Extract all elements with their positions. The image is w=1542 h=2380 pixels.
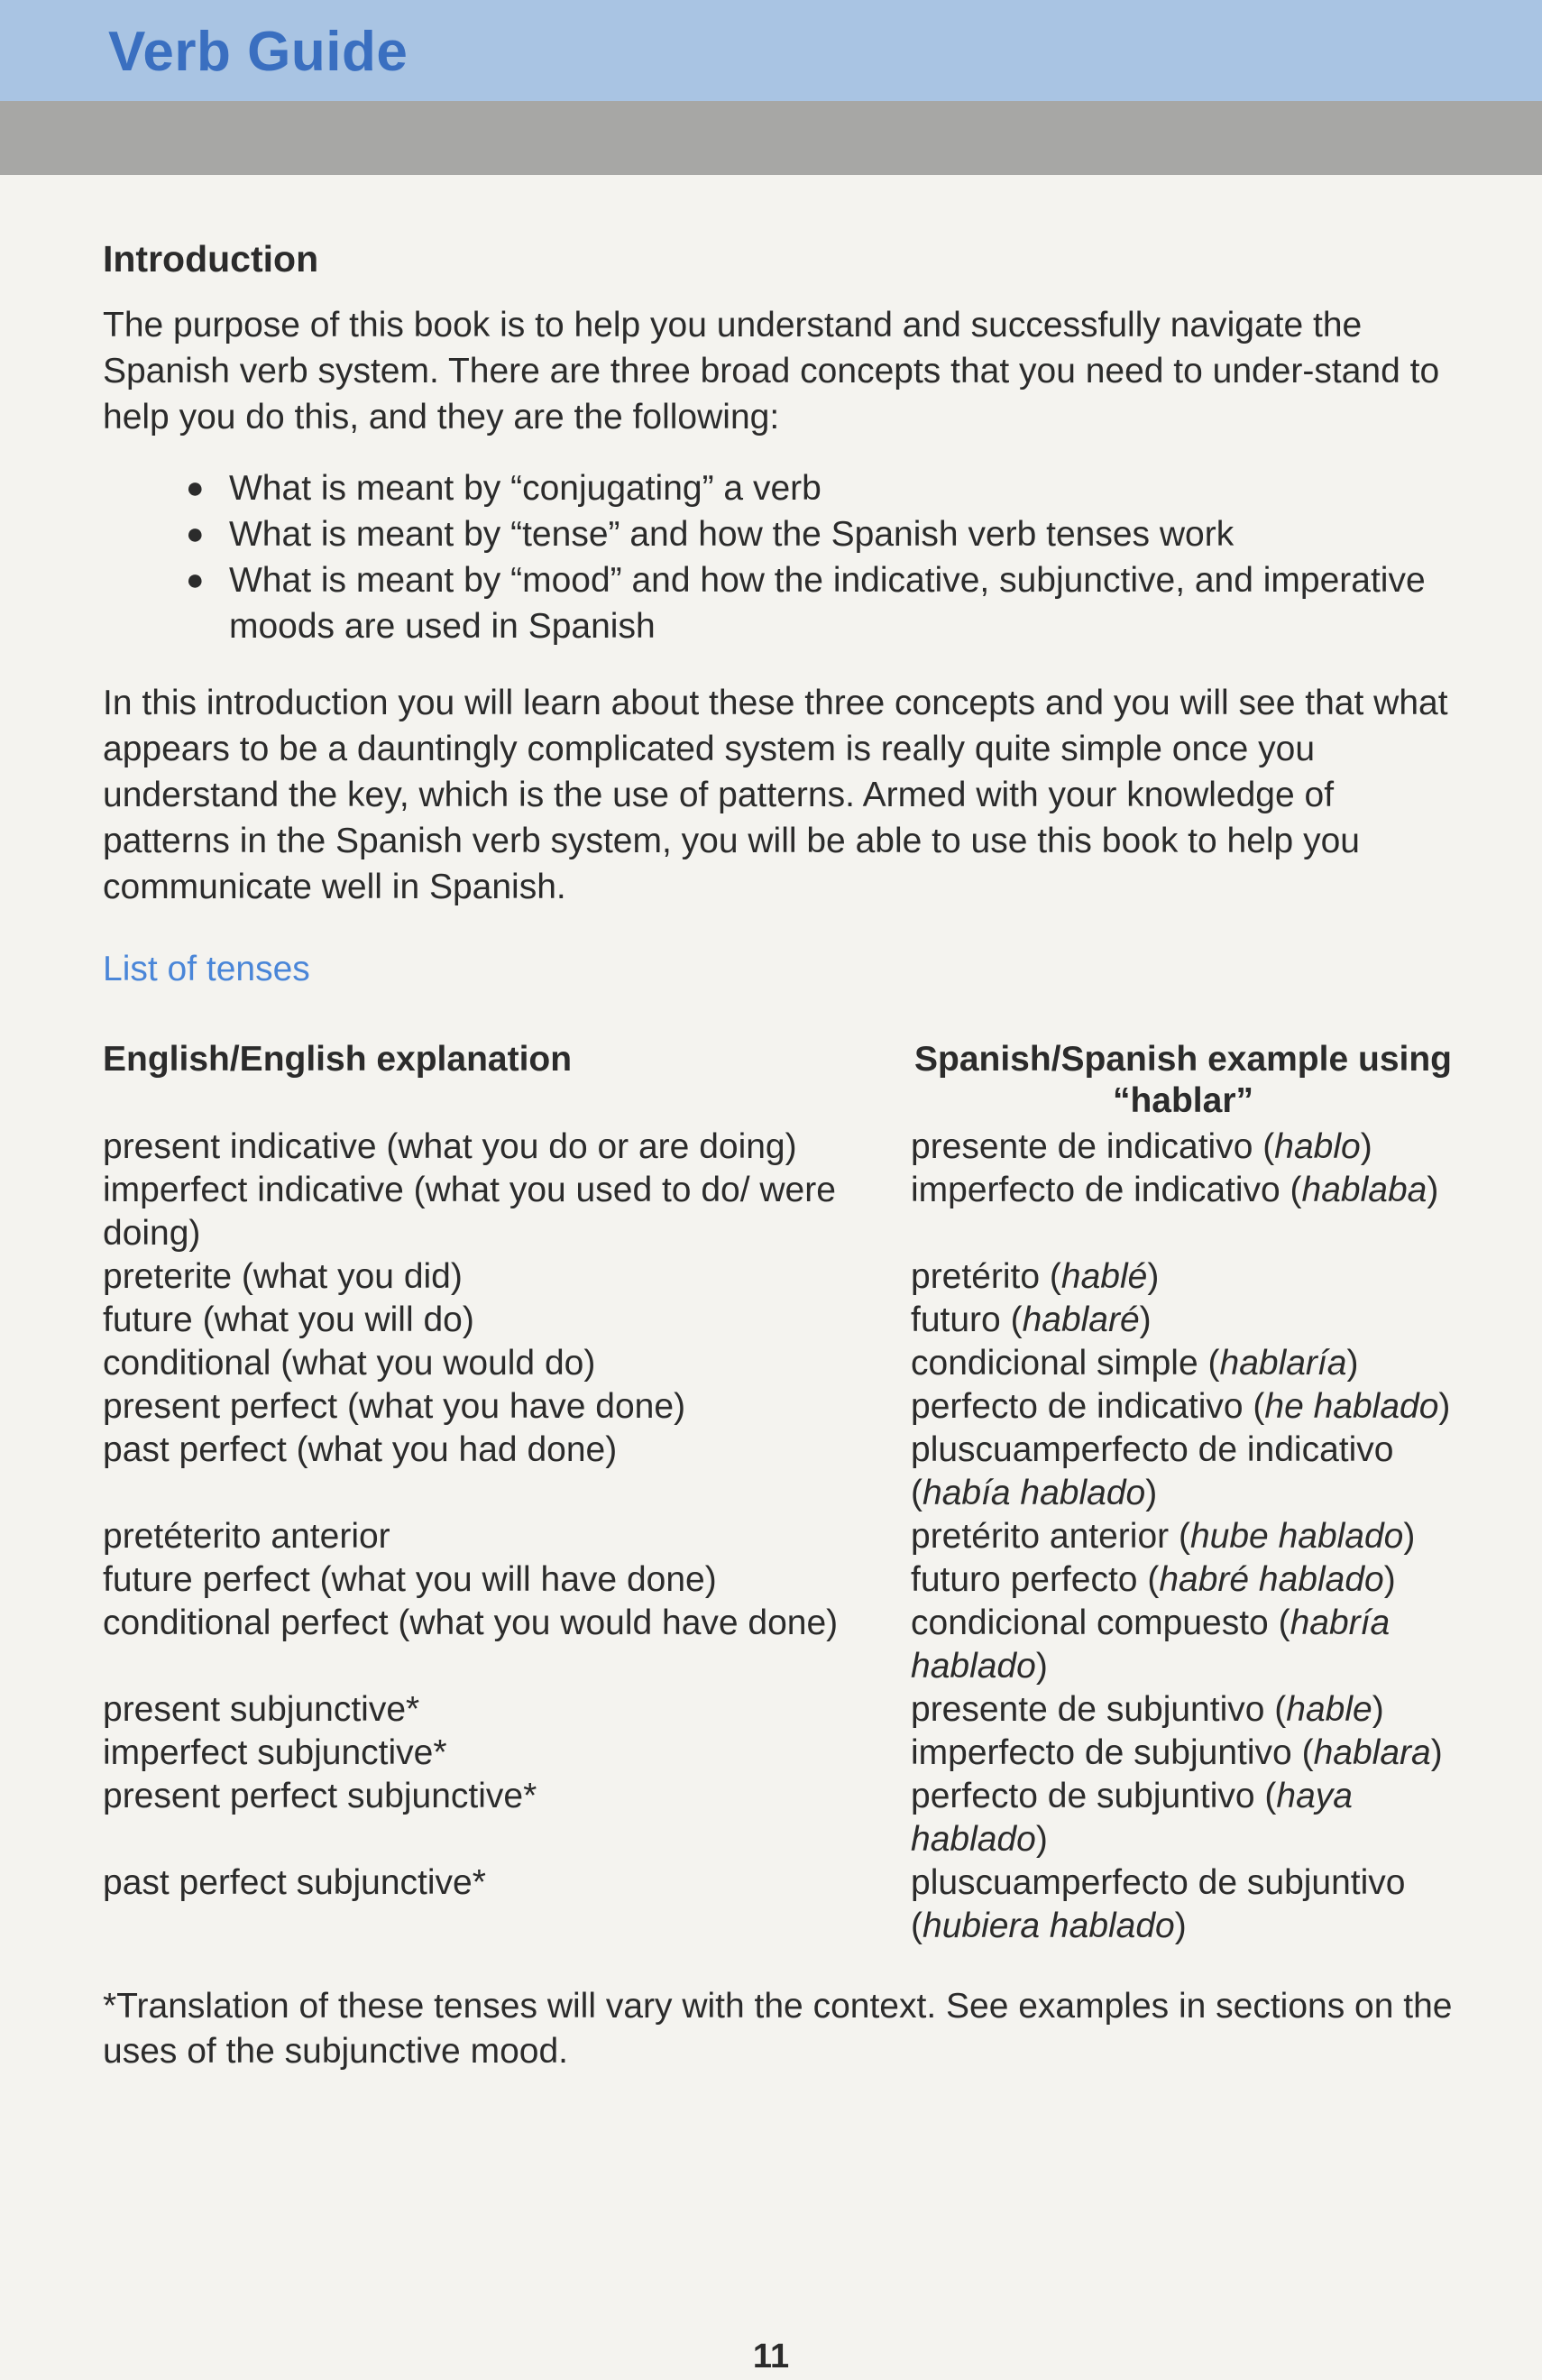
tense-english: present perfect subjunctive* — [103, 1777, 537, 1815]
table-row — [103, 1342, 1455, 1385]
intro-heading: Introduction — [103, 238, 319, 280]
tense-spanish-name: perfecto de subjuntivo — [911, 1777, 1255, 1815]
tense-spanish: pluscuamperfecto de indicativo (había hablado) — [911, 1430, 1394, 1512]
tense-english: imperfect subjunctive* — [103, 1733, 447, 1772]
intro-paragraph-1: The purpose of this book is to help you understand and successfully navigate the Spanish verb system. There are three broad concepts that you need to under-stand to help you do this, and they are the following: — [103, 306, 1440, 436]
tense-english: present perfect (what you have done) — [103, 1387, 686, 1426]
tense-spanish: futuro (hablaré) — [911, 1300, 1152, 1339]
tense-spanish: futuro perfecto (habré hablado) — [911, 1560, 1396, 1599]
tense-english: imperfect indicative (what you used to do/ were doing) — [103, 1171, 836, 1253]
tense-spanish: pretérito (hablé) — [911, 1257, 1160, 1296]
tense-spanish-name: presente de subjuntivo — [911, 1690, 1265, 1729]
tense-example: hablara — [1313, 1733, 1431, 1772]
tense-spanish: imperfecto de subjuntivo (hablara) — [911, 1733, 1443, 1772]
tenses-table — [103, 1039, 1455, 1948]
tense-english: past perfect subjunctive* — [103, 1863, 486, 1902]
tense-english: conditional perfect (what you would have done) — [103, 1604, 839, 1642]
tense-english: present indicative (what you do or are doing) — [103, 1127, 797, 1166]
list-item: ● What is meant by “tense” and how the Spanish verb tenses work — [229, 511, 1455, 557]
tense-spanish: perfecto de indicativo (he hablado) — [911, 1387, 1451, 1426]
tense-spanish: imperfecto de indicativo (hablaba) — [911, 1171, 1439, 1209]
column-header-spanish: Spanish/Spanish example using “hablar” — [914, 1040, 1452, 1120]
tense-spanish-name: pluscuamperfecto de subjuntivo — [911, 1863, 1406, 1902]
list-item: ● What is meant by “conjugating” a verb — [229, 465, 1455, 511]
tense-spanish-name: pluscuamperfecto de indicativo — [911, 1430, 1394, 1469]
list-item: ● What is meant by “mood” and how the indicative, subjunctive, and imperative moods are used in Spanish — [229, 557, 1455, 649]
tense-spanish-name: futuro — [911, 1300, 1001, 1339]
table-row — [103, 1515, 1455, 1558]
tense-example: hablaba — [1301, 1171, 1427, 1209]
table-row — [103, 1385, 1455, 1429]
tense-spanish-name: perfecto de indicativo — [911, 1387, 1244, 1426]
bullet-icon: ● — [186, 471, 205, 505]
tense-english: preterite (what you did) — [103, 1257, 463, 1296]
tense-english: conditional (what you would do) — [103, 1344, 596, 1383]
tense-example: habría hablado — [911, 1604, 1391, 1686]
tense-example: hablé — [1060, 1257, 1148, 1296]
tense-spanish: pluscuamperfecto de subjuntivo (hubiera hablado) — [911, 1863, 1406, 1945]
tense-spanish: perfecto de subjuntivo (haya hablado) — [911, 1777, 1353, 1859]
tense-example: habré hablado — [1159, 1560, 1384, 1599]
tense-spanish-name: presente de indicativo — [911, 1127, 1253, 1166]
tense-english: future (what you will do) — [103, 1300, 474, 1339]
tense-english: pretéterito anterior — [103, 1517, 390, 1556]
concepts-list — [103, 465, 1455, 649]
tense-example: he hablado — [1264, 1387, 1439, 1426]
tense-spanish-name: imperfecto de indicativo — [911, 1171, 1280, 1209]
tense-english: past perfect (what you had done) — [103, 1430, 618, 1469]
tense-spanish: pretérito anterior (hube hablado) — [911, 1517, 1416, 1556]
table-row — [103, 1732, 1455, 1775]
table-row — [103, 1861, 1455, 1948]
tense-example: hablaría — [1219, 1344, 1347, 1383]
table-row — [103, 1602, 1455, 1688]
table-row — [103, 1688, 1455, 1732]
table-header-row — [103, 1039, 1455, 1122]
tense-spanish-name: condicional simple — [911, 1344, 1198, 1383]
table-row — [103, 1299, 1455, 1342]
header-band — [0, 0, 1542, 101]
table-body — [103, 1126, 1455, 1948]
tenses-heading: List of tenses — [103, 950, 310, 988]
bullet-icon: ● — [186, 563, 205, 597]
tense-example: hablaré — [1022, 1300, 1140, 1339]
table-row — [103, 1169, 1455, 1255]
footnote: *Translation of these tenses will vary with the context. See examples in sections on the uses of the subjunctive mood. — [103, 1987, 1453, 2071]
intro-paragraph-2: In this introduction you will learn about these three concepts and you will see that what appears to be a dauntingly complicated system is really quite simple once you understand the key, which is the use of patterns. Armed with your knowledge of patterns in the Spanish verb system, you will be able to use this book to help you communicate well in Spanish. — [103, 684, 1448, 906]
page-title: Verb Guide — [108, 21, 408, 83]
table-row — [103, 1558, 1455, 1602]
table-row — [103, 1255, 1455, 1299]
tense-spanish-name: imperfecto de subjuntivo — [911, 1733, 1292, 1772]
tense-spanish: condicional compuesto (habría hablado) — [911, 1604, 1391, 1686]
column-header-english: English/English explanation — [103, 1040, 573, 1079]
tense-spanish-name: pretérito — [911, 1257, 1041, 1296]
header-divider-band — [0, 101, 1542, 175]
page-number: 11 — [752, 2338, 790, 2375]
page-content — [103, 236, 1455, 2074]
tense-spanish-name: futuro perfecto — [911, 1560, 1138, 1599]
tense-example: hablo — [1274, 1127, 1361, 1166]
table-row — [103, 1126, 1455, 1169]
tense-example: hube hablado — [1189, 1517, 1404, 1556]
tense-example: hubiera hablado — [922, 1907, 1175, 1945]
table-row — [103, 1775, 1455, 1861]
tense-spanish: presente de indicativo (hablo) — [911, 1127, 1372, 1166]
tense-example: hable — [1286, 1690, 1372, 1729]
table-row — [103, 1429, 1455, 1515]
tense-english: present subjunctive* — [103, 1690, 420, 1729]
tense-english: future perfect (what you will have done) — [103, 1560, 717, 1599]
tense-spanish: condicional simple (hablaría) — [911, 1344, 1359, 1383]
tense-spanish-name: condicional compuesto — [911, 1604, 1269, 1642]
tense-spanish: presente de subjuntivo (hable) — [911, 1690, 1384, 1729]
bullet-icon: ● — [186, 517, 205, 551]
tense-example: había hablado — [922, 1474, 1146, 1512]
tense-example: haya hablado — [911, 1777, 1353, 1859]
tense-spanish-name: pretérito anterior — [911, 1517, 1170, 1556]
